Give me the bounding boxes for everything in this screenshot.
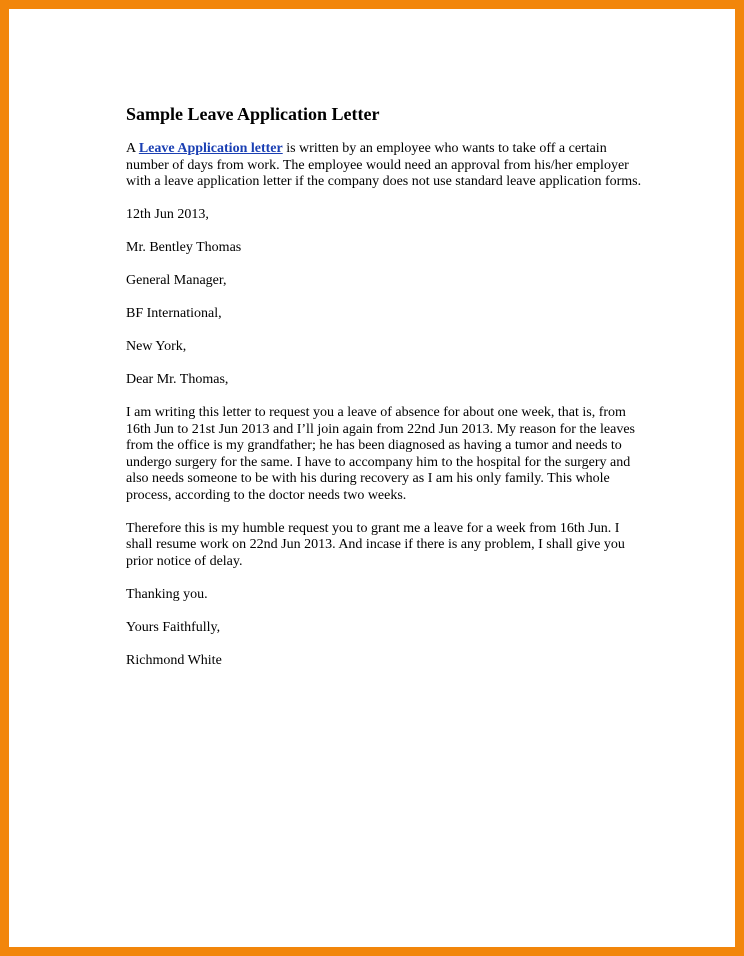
document-title: Sample Leave Application Letter bbox=[126, 104, 380, 124]
recipient-location: New York, bbox=[126, 339, 187, 354]
letter-document bbox=[126, 103, 646, 686]
letter-date: 12th Jun 2013, bbox=[126, 207, 209, 222]
body-paragraph-1: I am writing this letter to request you a leave of absence for about one week, that is, from 16th Jun to 21st Jun 2013 and I’ll join again from 22nd Jun 2013. My reason for the leaves from the office is my grandfather; he has been diagnosed as having a tumor and needs to undergo surgery for the same. I have to accompany him to the hospital for the surgery and also needs someone to be with his during recovery as I am his only family. This whole process, according to the doctor needs two weeks. bbox=[126, 405, 635, 503]
intro-paragraph bbox=[126, 141, 646, 191]
signature-name: Richmond White bbox=[126, 652, 222, 668]
recipient-company: BF International, bbox=[126, 306, 222, 321]
closing-line: Yours Faithfully, bbox=[126, 619, 221, 635]
intro-suffix: is written by an employee who wants to take off a certain number of days from work. The employee would need an approval from his/her employer with a leave application letter if the company does not use standard leave application forms. bbox=[126, 141, 642, 189]
thanks-line: Thanking you. bbox=[126, 586, 208, 602]
leave-application-letter-link[interactable]: Leave Application letter bbox=[138, 141, 283, 156]
body-paragraph-2: Therefore this is my humble request you to grant me a leave for a week from 16th Jun. I shall resume work on 22nd Jun 2013. And incase if there is any problem, I shall give you prior notice of delay. bbox=[126, 520, 625, 569]
recipient-title: General Manager, bbox=[126, 273, 227, 288]
intro-prefix: A bbox=[126, 141, 139, 156]
salutation: Dear Mr. Thomas, bbox=[126, 372, 229, 387]
recipient-name: Mr. Bentley Thomas bbox=[126, 240, 242, 255]
